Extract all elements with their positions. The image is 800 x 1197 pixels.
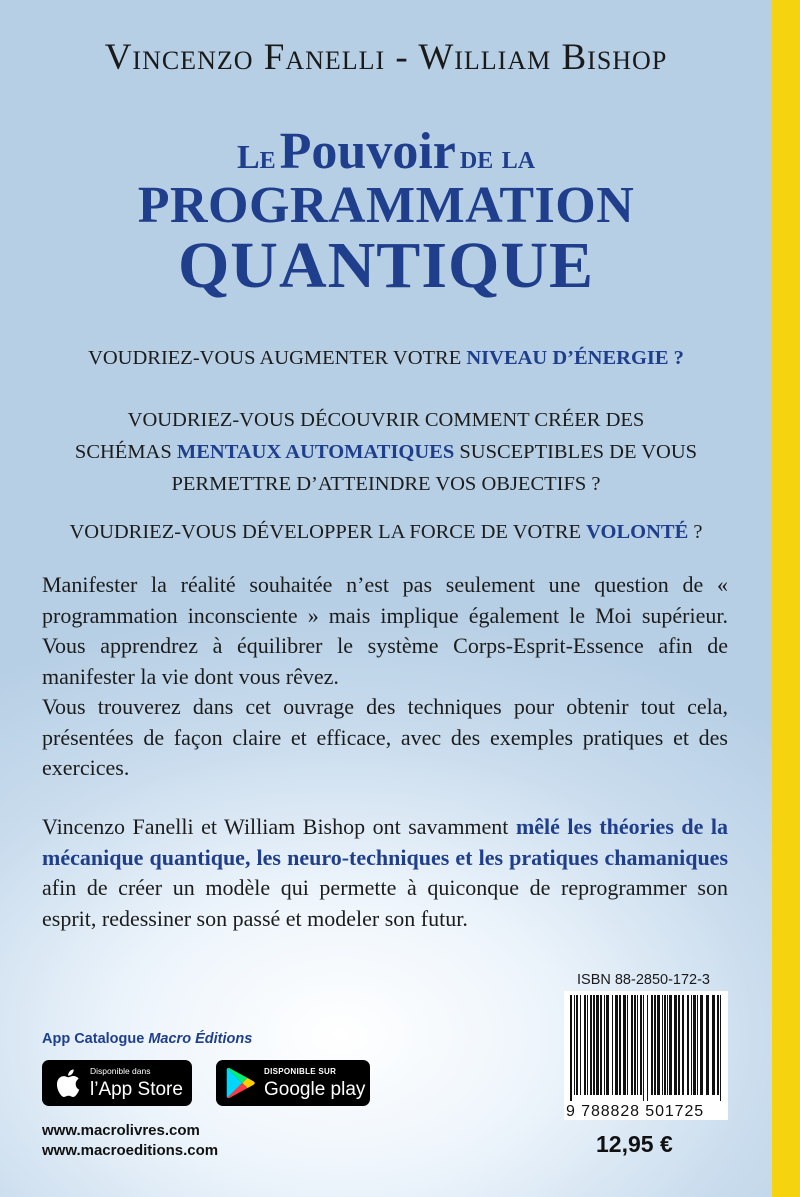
app-catalogue-publisher: Macro Éditions: [148, 1031, 253, 1047]
barcode-bar: [691, 995, 692, 1095]
barcode-bar: [627, 995, 628, 1095]
website-link-2[interactable]: www.macroeditions.com: [42, 1142, 219, 1159]
question-3-end: ?: [688, 521, 703, 543]
question-2-line-1: VOUDRIEZ-VOUS DÉCOUVRIR COMMENT CRÉER DES: [127, 409, 645, 431]
barcode-bar: [700, 995, 703, 1095]
barcode-bar: [606, 995, 609, 1095]
barcode-bar: [657, 995, 660, 1095]
barcode-bar: [619, 995, 621, 1095]
question-2-line-3: PERMETTRE D’ATTEINDRE VOS OBJECTIFS ?: [171, 473, 601, 495]
barcode-number: 9 788828 501725: [566, 1103, 705, 1120]
barcode-bar: [631, 995, 633, 1095]
app-catalogue-title: [42, 1031, 252, 1047]
barcode-bar: [576, 995, 578, 1095]
barcode: [564, 991, 728, 1120]
app-store-badge[interactable]: [42, 1060, 192, 1106]
barcode-bar: [682, 995, 684, 1095]
isbn: ISBN 88-2850-172-3: [577, 972, 710, 988]
barcode-bar: [584, 995, 586, 1095]
barcode-bar: [669, 995, 672, 1095]
barcode-panel: [564, 991, 728, 1120]
google-play-large-label: Google play: [264, 1078, 366, 1100]
authors: Vincenzo Fanelli - William Bishop: [104, 37, 668, 78]
barcode-bar: [593, 995, 595, 1095]
barcode-bar: [667, 995, 668, 1095]
question-3: [0, 516, 772, 548]
app-store-small-label: Disponible dans: [90, 1066, 151, 1077]
barcode-bar: [664, 995, 666, 1095]
barcode-bar: [570, 995, 572, 1101]
barcode-bar: [637, 995, 638, 1095]
barcode-bar: [697, 995, 698, 1095]
barcode-bar: [596, 995, 599, 1095]
question-2-line-2-post: SUSCEPTIBLES DE VOUS: [454, 441, 698, 463]
question-1-text: VOUDRIEZ-VOUS AUGMENTER VOTRE: [88, 347, 467, 369]
question-3-text: VOUDRIEZ-VOUS DÉVELOPPER LA FORCE DE VOTRE: [69, 521, 587, 543]
title-line-1: [0, 122, 772, 181]
google-play-icon: [226, 1067, 256, 1099]
barcode-bar: [720, 995, 721, 1101]
title-de-la: de la: [459, 139, 536, 176]
barcode-bar: [717, 995, 719, 1095]
barcode-bar: [600, 995, 602, 1095]
apple-icon: [52, 1067, 82, 1099]
website-link-1[interactable]: www.macrolivres.com: [42, 1122, 200, 1139]
barcode-bar: [654, 995, 656, 1095]
barcode-bar: [643, 995, 644, 1101]
title-line-2: PROGRAMMATION: [137, 177, 635, 234]
barcode-bar: [640, 995, 642, 1095]
barcode-bar: [678, 995, 680, 1095]
barcode-bar: [612, 995, 613, 1095]
barcode-bar: [712, 995, 715, 1095]
question-2: [0, 404, 772, 500]
body-paragraph-2-post: afin de créer un modèle qui permette à quiconque de reprogrammer son esprit, redessiner son passé et modeler son futur.: [42, 875, 728, 931]
barcode-bar: [587, 995, 588, 1095]
question-1-highlight: NIVEAU D’ÉNERGIE ?: [466, 347, 684, 369]
app-store-large-label: l’App Store: [90, 1078, 183, 1100]
barcode-bar: [706, 995, 709, 1095]
app-catalogue-label: App Catalogue: [42, 1031, 149, 1047]
barcode-bar: [687, 995, 689, 1095]
question-1: [0, 342, 772, 374]
price: 12,95 €: [596, 1131, 673, 1157]
body-paragraph-1b: Vous trouverez dans cet ouvrage des techniques pour obtenir tout cela, présentées de façon claire et efficace, avec des exemples pratiques et des exercices.: [42, 694, 728, 780]
question-2-line-2-pre: SCHÉMAS: [74, 441, 177, 463]
barcode-bar: [580, 995, 581, 1095]
barcode-bar: [693, 995, 696, 1095]
barcode-bar: [590, 995, 592, 1095]
google-play-small-label: DISPONIBLE SUR: [264, 1066, 337, 1076]
question-3-highlight: VOLONTÉ: [586, 521, 689, 543]
title-line-3: QUANTIQUE: [177, 229, 595, 302]
barcode-bar: [662, 995, 663, 1095]
body-paragraph-2-highlight: mêlé les théories de la mécanique quantique, les neuro-techniques et les pratiques chamaniques: [42, 814, 728, 870]
body-paragraph-2: [42, 812, 728, 934]
question-2-highlight: MENTAUX AUTOMATIQUES: [176, 441, 455, 463]
body-paragraph-1: [42, 570, 728, 784]
body-paragraph-1a: Manifester la réalité souhaitée n’est pas seulement une question de « programmation inconsciente » mais implique également le Moi supérieur. Vous apprendrez à équilibrer le système Corps-Esprit-Essence afin de manifester la vie dont vous rêvez.: [42, 572, 728, 689]
body-paragraph-2-pre: Vincenzo Fanelli et William Bishop ont savamment: [42, 814, 516, 839]
google-play-badge[interactable]: [216, 1060, 370, 1106]
barcode-bar: [651, 995, 653, 1095]
barcode-bar: [623, 995, 626, 1095]
barcode-bar: [574, 995, 575, 1095]
barcode-bar: [634, 995, 636, 1095]
title-le: Le: [236, 139, 276, 176]
barcode-bar: [615, 995, 618, 1095]
barcode-bar: [604, 995, 605, 1095]
yellow-spine-stripe: [772, 0, 800, 1197]
barcode-bar: [674, 995, 677, 1095]
title-pouvoir: Pouvoir: [279, 123, 456, 180]
barcode-bar: [647, 995, 648, 1101]
